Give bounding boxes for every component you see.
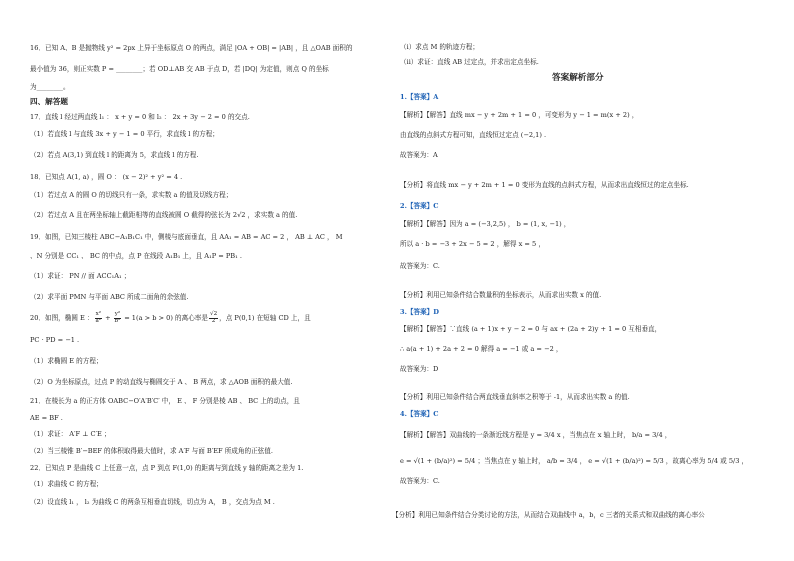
fraction-x2-a2: $\frac{\text{x²}}{\text{a²}}$ [95, 311, 102, 324]
q20-part2: （2）O 为坐标原点，过点 P 的动直线与椭圆交于 A 、 B 两点，求 △AOB 面积的最大值. [30, 378, 293, 386]
answer-1-conclusion: 故答案为：A [400, 151, 438, 159]
q16-line3: 为________。 [30, 83, 70, 91]
q20-stem-line1: 20．如图，椭圆 E ： $\frac{\text{x²}}{\text{a²}}$ + $\frac{\text{y²}}{\text{b²}}$ = 1(a > b > 0) 的离心率是 $\frac{√2}{2}$ ，点 P(0,1) 在短轴 CD 上，且 [30, 311, 311, 324]
q22-part2: （2）设直线 l₁ ， l₂ 为曲线 C 的两条互相垂直切线，切点为 A， B ，交点为点 M . [30, 498, 275, 506]
q19-stem-line1: 19．如图，已知三棱柱 ABC−A₁B₁C₁ 中，侧棱与底面垂直，且 AA₁ = AB = AC = 2 ， AB ⊥ AC ， M [30, 233, 343, 241]
answer-4-conclusion: 故答案为：C. [400, 477, 440, 485]
q19-stem-line2: 、N 分别是 CC₁ 、 BC 的中点，点 P 在线段 A₁B₁ 上，且 A₁P = PB₁ . [30, 252, 242, 260]
q16-line2: 最小值为 36，则正实数 P = ________；若 OD⊥AB 交 AB 于点 D，若 |DQ| 为定值，则点 Q 的坐标 [30, 65, 329, 73]
answer-3-solution-2: ∴ a(a + 1) + 2a + 2 = 0 解得 a = −1 或 a = −2 ， [400, 345, 563, 353]
q18-stem: 18．已知点 A(1, a) ，圆 O ： (x − 2)² + y² = 4 . [30, 173, 183, 181]
answer-3-solution: 【解析】【解答】∵直线 (a + 1)x + y − 2 = 0 与 ax + (2a + 2)y + 1 = 0 互相垂直， [400, 325, 662, 333]
answer-1-label: 1.【答案】A [400, 93, 439, 101]
fraction-sqrt2-2: $\frac{√2}{2}$ [210, 311, 218, 324]
q17-part1: （1）若直线 l 与直线 3x + y − 1 = 0 平行，求直线 l 的方程； [30, 130, 219, 138]
q22-subpart-ii: （ii）求证：直线 AB 过定点，并求出定点坐标. [400, 58, 539, 66]
answer-4-analysis: 【分析】利用已知条件结合分类讨论的方法，从而结合双曲线中 a，b，c 三者的关系式和双曲线的离心率公 [392, 511, 705, 519]
q18-part1: （1）若过点 A 的圆 O 的切线只有一条，求实数 a 的值及切线方程； [30, 191, 233, 199]
answer-1-analysis: 【分析】将直线 mx − y + 2m + 1 = 0 变形为直线的点斜式方程，从而求出直线恒过的定点坐标. [400, 181, 689, 189]
q18-part2: （2）若过点 A 且在两坐标轴上截距相等的直线被圆 O 截得的弦长为 2√2 ，求实数 a 的值. [30, 211, 298, 219]
answer-1-solution: 【解析】【解答】直线 mx − y + 2m + 1 = 0 ，可变形为 y − 1 = m(x + 2) ， [400, 111, 639, 119]
answer-4-label: 4.【答案】C [400, 410, 439, 418]
answer-3-label: 3.【答案】D [400, 308, 439, 316]
q19-part1: （1）求证： PN // 面 ACC₁A₁ ； [30, 272, 131, 280]
q17-stem: 17．直线 l 经过两直线 l₁ ： x + y = 0 和 l₂ ： 2x + 3y − 2 = 0 的交点. [30, 113, 250, 121]
q16-line1: 16．已知 A、B 是抛物线 y² = 2px 上异于坐标原点 O 的两点，满足 |OA + OB| = |AB| ，且 △OAB 面积的 [30, 44, 353, 52]
answer-2-solution-2: 所以 a · b = −3 + 2x − 5 = 2 ，解得 x = 5 ， [400, 240, 545, 248]
q17-part2: （2）若点 A(3,1) 到直线 l 的距离为 5，求直线 l 的方程. [30, 151, 199, 159]
answer-1-solution-2: 由直线的点斜式方程可知，直线恒过定点 (−2,1) . [400, 131, 547, 139]
section-heading: 四、解答题 [30, 97, 68, 106]
q19-part2: （2）求平面 PMN 与平面 ABC 所成二面角的余弦值. [30, 293, 189, 301]
q22-subpart-i: （i）求点 M 的轨迹方程； [400, 43, 479, 51]
q20-stem-line2: PC · PD = −1 . [30, 336, 80, 344]
answer-section-heading: 答案解析部分 [552, 73, 604, 83]
q21-stem-line1: 21．在棱长为 a 的正方体 OABC−O′A′B′C′ 中， E 、 F 分别是棱 AB 、 BC 上的动点，且 [30, 397, 300, 405]
q21-part2: （2）当三棱锥 B′−BEF 的体积取得最大值时，求 A′F 与面 B′EF 所成角的正弦值. [30, 447, 273, 455]
answer-3-analysis: 【分析】利用已知条件结合两直线垂直斜率之积等于 -1，从而求出实数 a 的值. [400, 393, 630, 401]
q21-stem-line2: AE = BF . [30, 414, 63, 422]
answer-4-solution: 【解析】【解答】双曲线的一条渐近线方程是 y = 3/4 x ，当焦点在 x 轴上时， b/a = 3/4 ， [400, 431, 672, 439]
q20-part1: （1）求椭圆 E 的方程； [30, 357, 103, 365]
fraction-y2-b2: $\frac{\text{y²}}{\text{b²}}$ [114, 311, 121, 324]
answer-2-label: 2.【答案】C [400, 202, 439, 210]
q21-part1: （1）求证： A′F ⊥ C′E ； [30, 430, 111, 438]
q22-stem: 22．已知点 P 是曲线 C 上任意一点，点 P 到点 F(1,0) 的距离与到直线 y 轴的距离之差为 1. [30, 464, 304, 472]
answer-2-solution: 【解析】【解答】因为 a = (−3,2,5) ， b = (1, x, −1) ， [400, 220, 571, 228]
answer-2-conclusion: 故答案为：C. [400, 262, 440, 270]
answer-2-analysis: 【分析】利用已知条件结合数量积的坐标表示，从而求出实数 x 的值. [400, 291, 602, 299]
q22-part1: （1）求曲线 C 的方程； [30, 480, 103, 488]
answer-4-solution-2: e = √(1 + (b/a)²) = 5/4 ；当焦点在 y 轴上时， a/b = 3/4 ， e = √(1 + (b/a)²) = 5/3 ，故离心率为 5/4 或 5/3 ， [400, 457, 749, 465]
answer-3-conclusion: 故答案为：D [400, 365, 439, 373]
